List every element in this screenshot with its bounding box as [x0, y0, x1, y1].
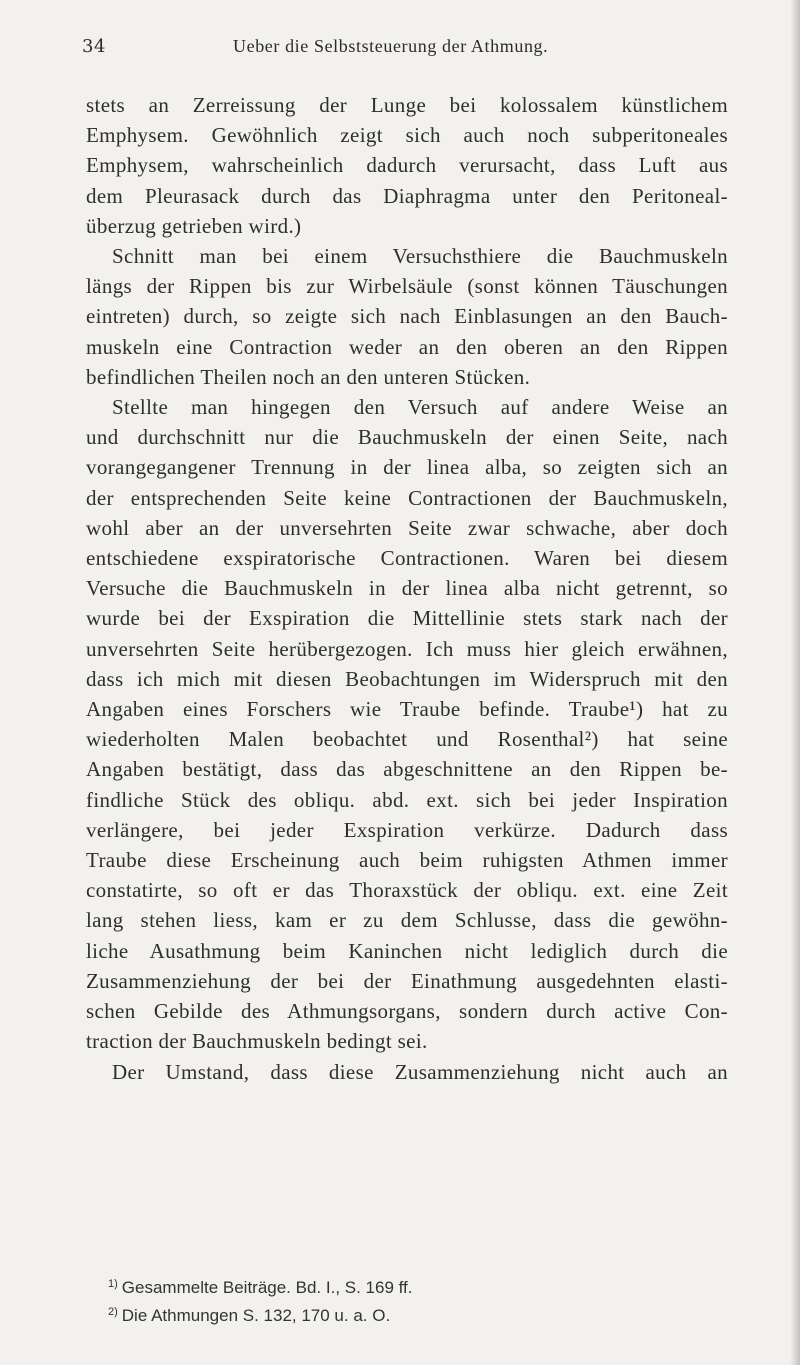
- text-line: findliche Stück des obliqu. abd. ext. sich bei jeder Inspiration: [86, 787, 728, 812]
- footnote-text: Die Athmungen S. 132, 170 u. a. O.: [121, 1306, 391, 1325]
- text-line: muskeln eine Contraction weder an den oberen an den Rippen: [86, 334, 728, 359]
- footnotes: [108, 1272, 708, 1328]
- page-header: [82, 36, 732, 66]
- text-line: überzug getrieben wird.): [86, 213, 302, 238]
- text-line: verlängere, bei jeder Exspiration verkürze. Dadurch dass: [86, 817, 728, 842]
- text-line: wiederholten Malen beobachtet und Rosenthal²) hat seine: [86, 727, 728, 752]
- text-line: befindlichen Theilen noch an den unteren Stücken.: [86, 364, 531, 389]
- text-line: eintreten) durch, so zeigte sich nach Einblasungen an den Bauch-: [86, 304, 728, 329]
- text-line: der entsprechenden Seite keine Contractionen der Bauchmuskeln,: [86, 485, 728, 510]
- page-edge-shadow: [790, 0, 800, 1365]
- text-line: Traube diese Erscheinung auch beim ruhigsten Athmen immer: [86, 848, 728, 873]
- text-line: schen Gebilde des Athmungsorgans, sondern durch active Con-: [86, 999, 728, 1024]
- footnote-marker: 1): [108, 1278, 118, 1290]
- text-line: wohl aber an der unversehrten Seite zwar schwache, aber doch: [86, 515, 728, 540]
- text-line: liche Ausathmung beim Kaninchen nicht lediglich durch die: [86, 938, 728, 963]
- text-line: Angaben bestätigt, dass das abgeschnittene an den Rippen be-: [86, 757, 728, 782]
- text-line: Versuche die Bauchmuskeln in der linea alba nicht getrennt, so: [86, 576, 728, 601]
- text-line: unversehrten Seite herübergezogen. Ich muss hier gleich erwähnen,: [86, 636, 728, 661]
- text-line: Schnitt man bei einem Versuchsthiere die Bauchmuskeln: [112, 244, 728, 269]
- text-line: Stellte man hingegen den Versuch auf andere Weise an: [112, 395, 728, 420]
- text-line: und durchschnitt nur die Bauchmuskeln der einen Seite, nach: [86, 425, 728, 450]
- footnote-1: [108, 1272, 708, 1300]
- text-line: entschiedene exspiratorische Contractionen. Waren bei diesem: [86, 546, 728, 571]
- text-line: Emphysem, wahrscheinlich dadurch verursacht, dass Luft aus: [86, 153, 728, 178]
- page-number: 34: [82, 36, 106, 57]
- text-line: vorangegangener Trennung in der linea alba, so zeigten sich an: [86, 455, 728, 480]
- footnote-text: Gesammelte Beiträge. Bd. I., S. 169 ff.: [121, 1278, 413, 1297]
- text-line: traction der Bauchmuskeln bedingt sei.: [86, 1029, 428, 1054]
- text-line: Der Umstand, dass diese Zusammenziehung nicht auch an: [112, 1059, 728, 1084]
- text-line: dass ich mich mit diesen Beobachtungen im Widerspruch mit den: [86, 666, 728, 691]
- body-text: [86, 90, 728, 1087]
- text-line: Emphysem. Gewöhnlich zeigt sich auch noch subperitoneales: [86, 123, 728, 148]
- footnote-marker: 2): [108, 1306, 118, 1318]
- text-line: Angaben eines Forschers wie Traube befinde. Traube¹) hat zu: [86, 697, 728, 722]
- text-line: constatirte, so oft er das Thoraxstück der obliqu. ext. eine Zeit: [86, 878, 728, 903]
- footnote-2: [108, 1300, 708, 1328]
- running-title: Ueber die Selbststeuerung der Athmung.: [233, 36, 549, 56]
- text-line: dem Pleurasack durch das Diaphragma unter den Peritoneal-: [86, 183, 728, 208]
- text-line: Zusammenziehung der bei der Einathmung ausgedehnten elasti-: [86, 968, 728, 993]
- text-line: längs der Rippen bis zur Wirbelsäule (sonst können Täuschungen: [86, 274, 728, 299]
- text-line: lang stehen liess, kam er zu dem Schlusse, dass die gewöhn-: [86, 908, 728, 933]
- text-line: stets an Zerreissung der Lunge bei kolossalem künstlichem: [86, 93, 728, 117]
- text-line: wurde bei der Exspiration die Mittellinie stets stark nach der: [86, 606, 728, 631]
